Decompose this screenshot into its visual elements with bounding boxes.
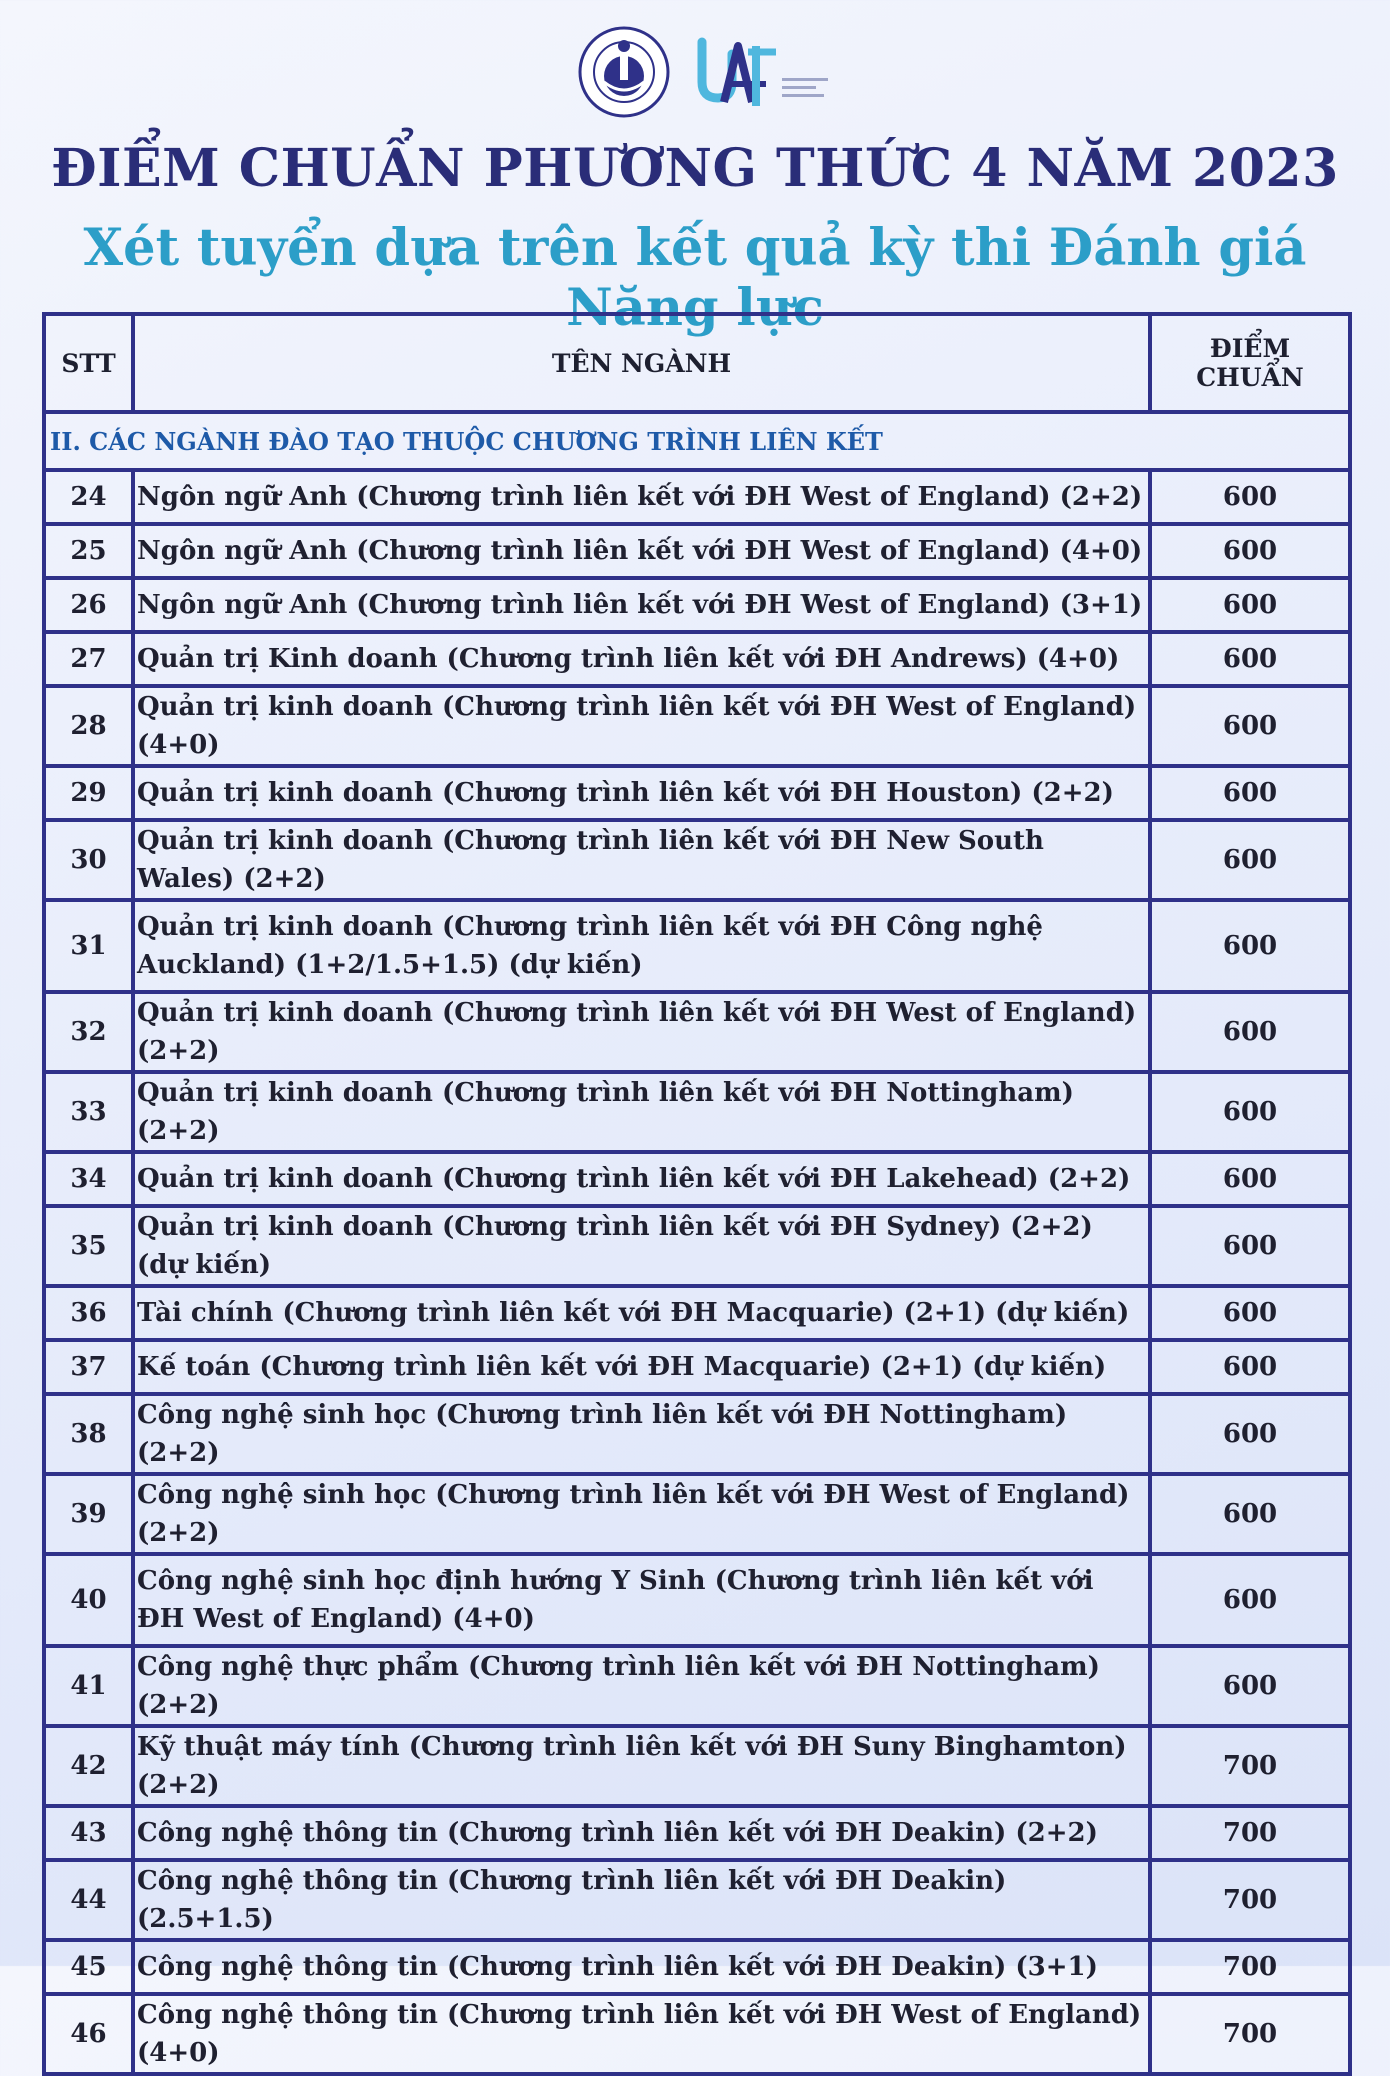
table-row [44, 1474, 1350, 1554]
logo-bar [0, 22, 1390, 122]
page-subtitle: Xét tuyển dựa trên kết quả kỳ thi Đánh giá Năng lực [83, 218, 1307, 338]
row-number: 38 [44, 1394, 133, 1474]
major-name: Công nghệ sinh học (Chương trình liên kết với ĐH Nottingham) (2+2) [133, 1394, 1150, 1474]
cutoff-score: 600 [1150, 578, 1350, 632]
uart-admissions-logo [694, 32, 834, 118]
major-name: Công nghệ thông tin (Chương trình liên kết với ĐH Deakin) (3+1) [133, 1940, 1150, 1994]
cutoff-score: 700 [1150, 1860, 1350, 1940]
table-row [44, 632, 1350, 686]
row-number: 24 [44, 470, 133, 524]
row-number: 28 [44, 686, 133, 766]
major-name: Quản trị kinh doanh (Chương trình liên kết với ĐH Công nghệ Auckland) (1+2/1.5+1.5) (dự kiến) [133, 900, 1150, 992]
table-row [44, 1206, 1350, 1286]
cutoff-score: 600 [1150, 992, 1350, 1072]
major-name: Quản trị kinh doanh (Chương trình liên kết với ĐH West of England) (4+0) [133, 686, 1150, 766]
cutoff-score: 600 [1150, 1072, 1350, 1152]
admission-scores-table [42, 312, 1352, 2076]
cutoff-score: 600 [1150, 1286, 1350, 1340]
cutoff-score: 600 [1150, 1474, 1350, 1554]
major-name: Công nghệ thông tin (Chương trình liên kết với ĐH Deakin) (2+2) [133, 1806, 1150, 1860]
major-name: Công nghệ sinh học (Chương trình liên kết với ĐH West of England) (2+2) [133, 1474, 1150, 1554]
table-row [44, 1940, 1350, 1994]
row-number: 31 [44, 900, 133, 992]
table-row [44, 820, 1350, 900]
major-name: Công nghệ thông tin (Chương trình liên kết với ĐH Deakin) (2.5+1.5) [133, 1860, 1150, 1940]
row-number: 26 [44, 578, 133, 632]
cutoff-score: 600 [1150, 686, 1350, 766]
row-number: 36 [44, 1286, 133, 1340]
table-row [44, 1726, 1350, 1806]
table-row [44, 1072, 1350, 1152]
table-row [44, 578, 1350, 632]
major-name: Tài chính (Chương trình liên kết với ĐH Macquarie) (2+1) (dự kiến) [133, 1286, 1150, 1340]
cutoff-score: 600 [1150, 820, 1350, 900]
table-row [44, 900, 1350, 992]
cutoff-score: 600 [1150, 1554, 1350, 1646]
row-number: 32 [44, 992, 133, 1072]
page-title: ĐIỂM CHUẨN PHƯƠNG THỨC 4 NĂM 2023 [51, 138, 1339, 199]
cutoff-score: 700 [1150, 1726, 1350, 1806]
major-name: Quản trị kinh doanh (Chương trình liên kết với ĐH West of England) (2+2) [133, 992, 1150, 1072]
column-header-major-name: TÊN NGÀNH [133, 314, 1150, 412]
cutoff-score: 600 [1150, 766, 1350, 820]
row-number: 39 [44, 1474, 133, 1554]
table-row [44, 1860, 1350, 1940]
major-name: Công nghệ sinh học định hướng Y Sinh (Chương trình liên kết với ĐH West of England) (4+0) [133, 1554, 1150, 1646]
table-row [44, 766, 1350, 820]
major-name: Kế toán (Chương trình liên kết với ĐH Macquarie) (2+1) (dự kiến) [133, 1340, 1150, 1394]
row-number: 44 [44, 1860, 133, 1940]
table-row [44, 1286, 1350, 1340]
table-header-row [44, 314, 1350, 412]
table-row [44, 686, 1350, 766]
major-name: Công nghệ thông tin (Chương trình liên kết với ĐH West of England) (4+0) [133, 1994, 1150, 2074]
row-number: 25 [44, 524, 133, 578]
cutoff-score: 600 [1150, 1340, 1350, 1394]
cutoff-score: 600 [1150, 632, 1350, 686]
major-name: Quản trị kinh doanh (Chương trình liên kết với ĐH Lakehead) (2+2) [133, 1152, 1150, 1206]
major-name: Ngôn ngữ Anh (Chương trình liên kết với ĐH West of England) (3+1) [133, 578, 1150, 632]
major-name: Ngôn ngữ Anh (Chương trình liên kết với ĐH West of England) (4+0) [133, 524, 1150, 578]
cutoff-score: 600 [1150, 470, 1350, 524]
major-name: Quản trị kinh doanh (Chương trình liên kết với ĐH Nottingham) (2+2) [133, 1072, 1150, 1152]
major-name: Quản trị Kinh doanh (Chương trình liên kết với ĐH Andrews) (4+0) [133, 632, 1150, 686]
column-header-stt: STT [44, 314, 133, 412]
major-name: Quản trị kinh doanh (Chương trình liên kết với ĐH Houston) (2+2) [133, 766, 1150, 820]
table-row [44, 1806, 1350, 1860]
major-name: Ngôn ngữ Anh (Chương trình liên kết với ĐH West of England) (2+2) [133, 470, 1150, 524]
table-row [44, 1994, 1350, 2074]
cutoff-score: 600 [1150, 1152, 1350, 1206]
cutoff-score: 600 [1150, 1646, 1350, 1726]
row-number: 37 [44, 1340, 133, 1394]
table-row [44, 524, 1350, 578]
cutoff-score: 700 [1150, 1940, 1350, 1994]
cutoff-score: 600 [1150, 524, 1350, 578]
row-number: 35 [44, 1206, 133, 1286]
row-number: 30 [44, 820, 133, 900]
column-header-cutoff-score: ĐIỂM CHUẨN [1150, 314, 1350, 412]
row-number: 40 [44, 1554, 133, 1646]
row-number: 43 [44, 1806, 133, 1860]
table-row [44, 1152, 1350, 1206]
table-row [44, 1554, 1350, 1646]
major-name: Quản trị kinh doanh (Chương trình liên kết với ĐH Sydney) (2+2) (dự kiến) [133, 1206, 1150, 1286]
table-row [44, 1340, 1350, 1394]
section-heading: II. CÁC NGÀNH ĐÀO TẠO THUỘC CHƯƠNG TRÌNH LIÊN KẾT [44, 412, 1350, 470]
row-number: 46 [44, 1994, 133, 2074]
table-row [44, 1394, 1350, 1474]
row-number: 34 [44, 1152, 133, 1206]
table-row [44, 1646, 1350, 1726]
table-row [44, 992, 1350, 1072]
cutoff-score: 600 [1150, 1394, 1350, 1474]
row-number: 42 [44, 1726, 133, 1806]
section-heading-row [44, 412, 1350, 470]
hcmiu-university-logo [578, 26, 670, 118]
row-number: 27 [44, 632, 133, 686]
row-number: 33 [44, 1072, 133, 1152]
table-row [44, 470, 1350, 524]
cutoff-score: 600 [1150, 900, 1350, 992]
cutoff-score: 700 [1150, 1994, 1350, 2074]
row-number: 41 [44, 1646, 133, 1726]
major-name: Công nghệ thực phẩm (Chương trình liên kết với ĐH Nottingham) (2+2) [133, 1646, 1150, 1726]
cutoff-score: 600 [1150, 1206, 1350, 1286]
major-name: Kỹ thuật máy tính (Chương trình liên kết với ĐH Suny Binghamton) (2+2) [133, 1726, 1150, 1806]
major-name: Quản trị kinh doanh (Chương trình liên kết với ĐH New South Wales) (2+2) [133, 820, 1150, 900]
row-number: 45 [44, 1940, 133, 1994]
row-number: 29 [44, 766, 133, 820]
cutoff-score: 700 [1150, 1806, 1350, 1860]
